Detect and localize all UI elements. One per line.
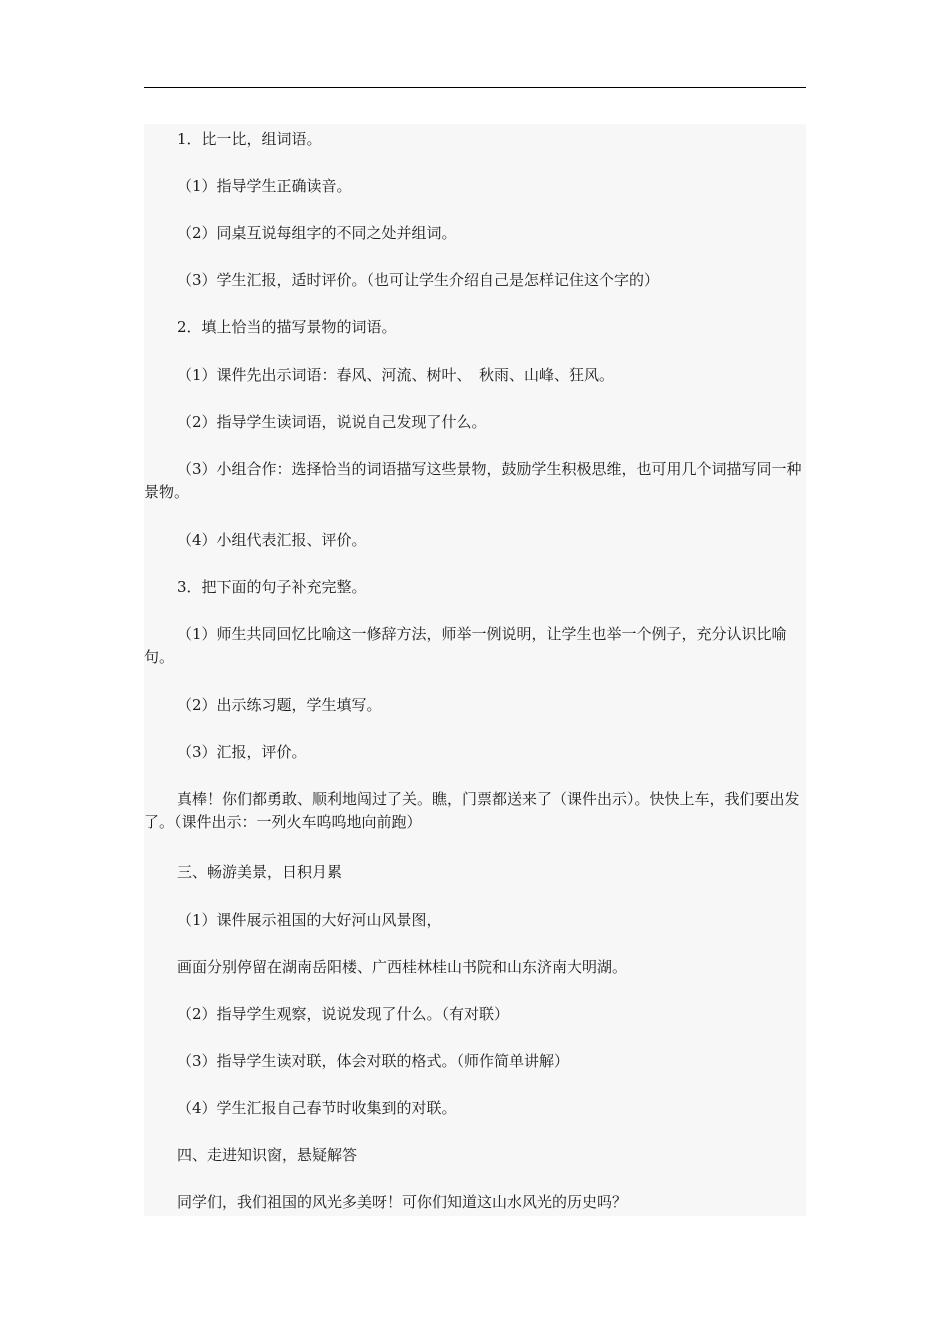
paragraph-step-1-2: （2）同桌互说每组字的不同之处并组词。 [177,224,457,242]
paragraph-section3-scenes: 画面分别停留在湖南岳阳楼、广西桂林桂山书院和山东济南大明湖。 [177,958,628,976]
paragraph-step-3-2: （2）出示练习题，学生填写。 [177,696,382,714]
section-heading-3: 三、畅游美景，日积月累 [177,863,343,881]
section-heading-4: 四、走进知识窗，悬疑解答 [177,1146,358,1164]
paragraph-item-2-heading: 2．填上恰当的描写景物的词语。 [177,318,397,336]
paragraph-step-1-3: （3）学生汇报，适时评价。（也可让学生介绍自己是怎样记住这个字的） [177,271,660,289]
paragraph-item-1-heading: 1．比一比，组词语。 [177,130,322,148]
paragraph-step-2-3: （3）小组合作：选择恰当的词语描写这些景物，鼓励学生积极思维，也可用几个词描写同一种景物。 [144,460,802,501]
document-body [144,124,806,1216]
paragraph-section3-step-2: （2）指导学生观察，说说发现了什么。（有对联） [177,1005,510,1023]
paragraph-section3-step-1: （1）课件展示祖国的大好河山风景图， [177,911,442,929]
paragraph-transition: 真棒！你们都勇敢、顺利地闯过了关。瞧，门票都送来了（课件出示）。快快上车，我们要出发了。（课件出示：一列火车呜呜地向前跑） [144,790,800,831]
paragraph-step-2-4: （4）小组代表汇报、评价。 [177,531,367,549]
paragraph-step-3-3: （3）汇报，评价。 [177,743,307,761]
paragraph-step-2-1: （1）课件先出示词语：春风、河流、树叶、 秋雨、山峰、狂风。 [177,366,615,384]
paragraph-section3-step-4: （4）学生汇报自己春节时收集到的对联。 [177,1099,457,1117]
paragraph-section4-intro: 同学们，我们祖国的风光多美呀！可你们知道这山水风光的历史吗？ [177,1193,628,1211]
paragraph-step-1-1: （1）指导学生正确读音。 [177,177,352,195]
paragraph-section3-step-3: （3）指导学生读对联，体会对联的格式。（师作简单讲解） [177,1052,570,1070]
paragraph-step-2-2: （2）指导学生读词语，说说自己发现了什么。 [177,413,487,431]
header-rule [144,87,806,88]
paragraph-item-3-heading: 3．把下面的句子补充完整。 [177,578,367,596]
paragraph-step-3-1: （1）师生共同回忆比喻这一修辞方法，师举一例说明，让学生也举一个例子，充分认识比喻句。 [144,625,787,666]
